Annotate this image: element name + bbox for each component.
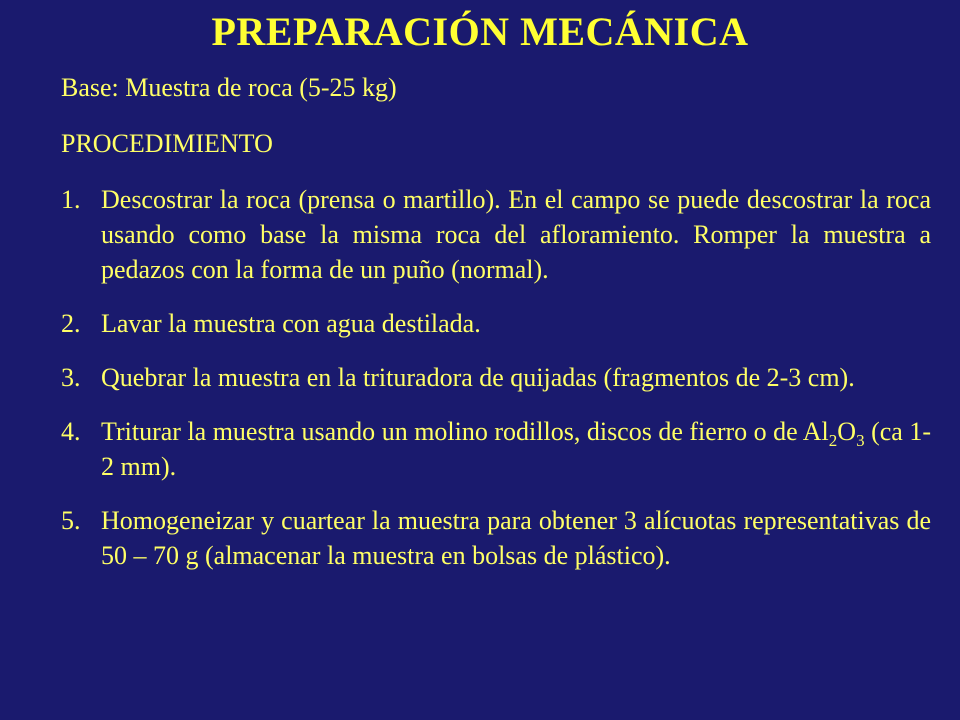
step-text-after: (ca 1-2 mm). [101,417,931,481]
step-5 [61,503,931,573]
step-number: 4. [61,417,81,446]
step-text [101,414,931,484]
step-2 [61,306,931,341]
subscript: 2 [828,431,838,450]
step-text: Quebrar la muestra en la trituradora de quijadas (fragmentos de 2-3 cm). [101,363,855,392]
step-number: 3. [61,363,81,392]
step-text-before: Triturar la muestra usando un molino rodillos, discos de fierro o de Al [101,417,829,446]
base-line: Base: Muestra de roca (5-25 kg) [61,73,397,102]
step-number: 5. [61,506,81,535]
step-number: 1. [61,185,81,214]
slide-title: PREPARACIÓN MECÁNICA [211,9,749,54]
subscript: 3 [856,431,865,450]
step-text: Homogeneizar y cuartear la muestra para obtener 3 alícuotas representativas de 50 – 70 g (almacenar la muestra en bolsas de plástico). [101,506,931,570]
formula-mid: O [837,417,857,446]
procedure-heading: PROCEDIMIENTO [61,129,273,158]
slide-body [61,70,931,592]
step-1 [61,182,931,287]
step-4 [61,414,931,484]
step-3 [61,360,931,395]
step-text: Descostrar la roca (prensa o martillo). En el campo se puede descostrar la roca usando como base la misma roca del afloramiento. Romper la muestra a pedazos con la forma de un puño (normal). [101,185,931,284]
step-text: Lavar la muestra con agua destilada. [101,309,481,338]
step-number: 2. [61,309,81,338]
